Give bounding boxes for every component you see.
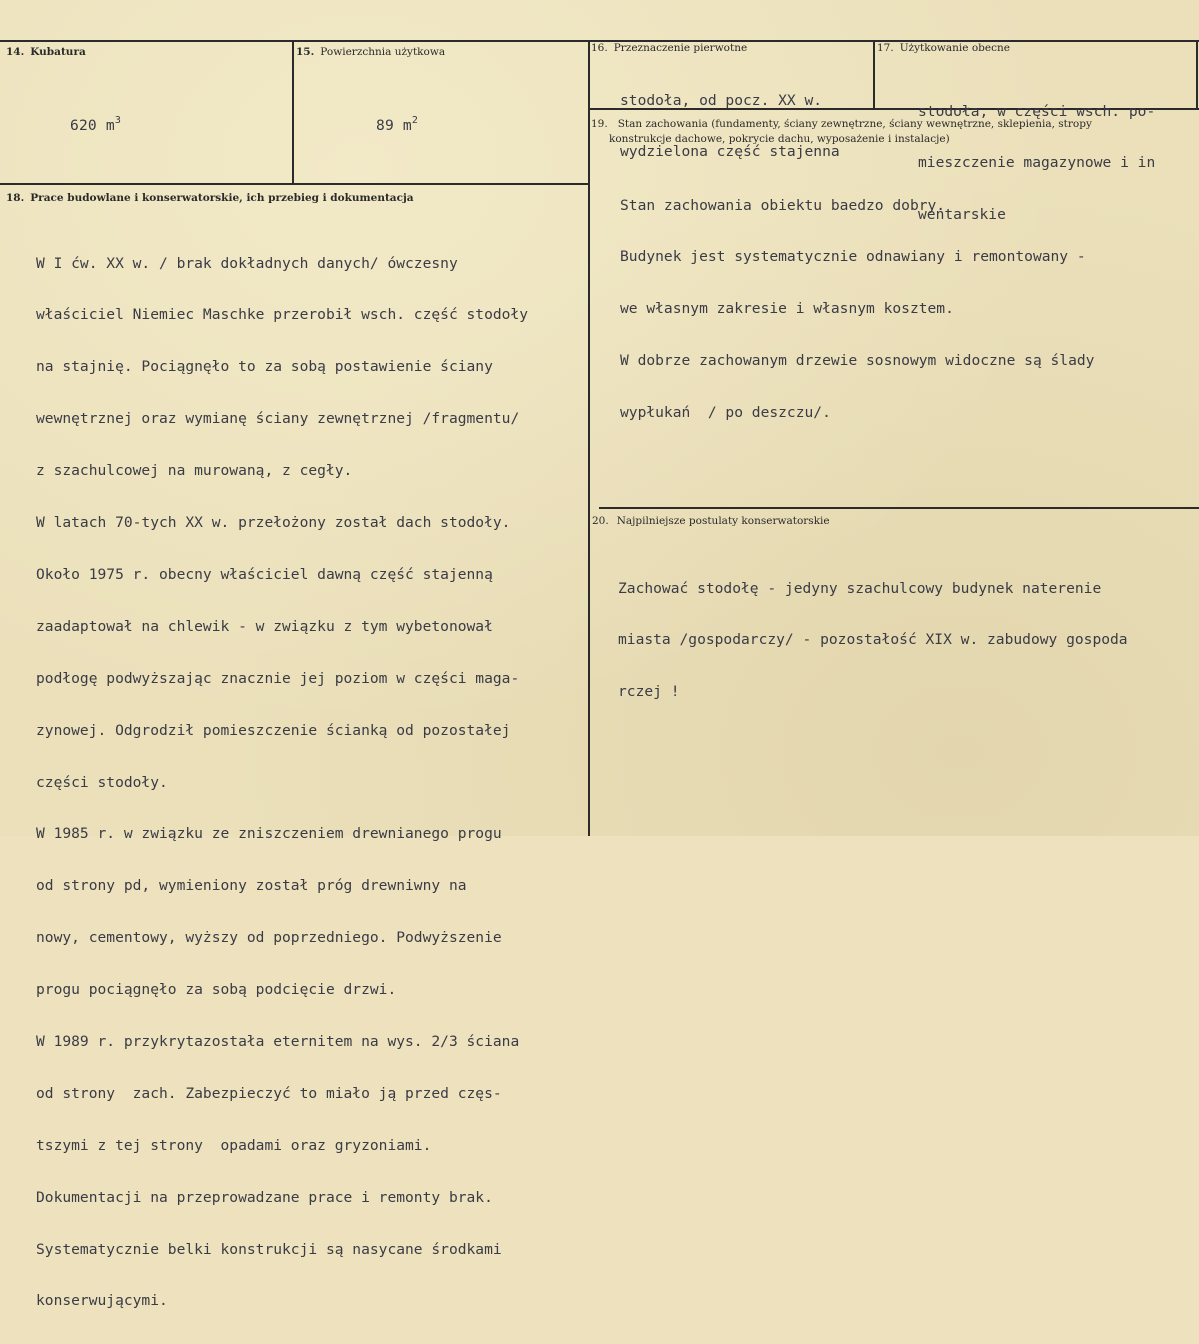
s19-line: we własnym zakresie i własnym kosztem. (620, 300, 954, 318)
s20-line: miasta /gospodarczy/ - pozostałość XIX w. zabudowy gospoda (618, 631, 1128, 649)
s16-line: wydzielona część stajenna (620, 143, 840, 161)
s19-condition-text (620, 162, 1094, 456)
s20-label-text: Najpilniejsze postulaty konserwatorskie (616, 515, 830, 527)
s17-line: wentarskie (918, 206, 1006, 224)
s18-line: W 1985 r. w związku ze zniszczeniem drewnianego progu (36, 825, 502, 843)
s15-label (296, 46, 445, 59)
s18-line: części stodoły. (36, 773, 168, 791)
s18-line: od strony zach. Zabezpieczyć to miało ją przed częs- (36, 1084, 502, 1102)
s19-line: Stan zachowania obiektu baedzo dobry. (620, 196, 946, 214)
s15-label-text: Powierzchnia użytkowa (320, 46, 446, 58)
s19-bottom-rule (599, 507, 1199, 509)
s18-line: progu pociągnęło za sobą podcięcie drzwi. (36, 981, 397, 999)
s18-line: z szachulcowej na murowaną, z cegły. (36, 462, 353, 480)
s14-volume-value (34, 100, 121, 151)
s15-area-value (340, 100, 418, 151)
s18-line: podłogę podwyższając znacznie jej poziom w części maga- (36, 669, 520, 687)
s17-line: stodoła, w części wsch. po- (918, 102, 1156, 120)
s18-label-number: 18. (6, 192, 25, 204)
row1-bottom-rule (0, 183, 588, 185)
s16-label-number: 16. (591, 42, 608, 54)
s18-line: tszymi z tej strony opadami oraz gryzoniami. (36, 1136, 432, 1154)
s19-line: Budynek jest systematycznie odnawiany i remontowany - (620, 248, 1086, 266)
main-center-divider (588, 40, 590, 836)
s16-label-text: Przeznaczenie pierwotne (613, 42, 748, 54)
s18-line: W latach 70-tych XX w. przełożony został dach stodoły. (36, 514, 511, 532)
s17-label-number: 17. (877, 42, 894, 54)
s15-area-unit-exponent: 2 (411, 115, 419, 126)
s19-line: W dobrze zachowanym drzewie sosnowym widoczne są ślady (620, 352, 1095, 370)
s18-line: konserwującymi. (36, 1292, 168, 1310)
s19-label (591, 117, 1092, 147)
s20-postulates-text (618, 545, 1198, 735)
s20-line: Zachować stodołę - jedyny szachulcowy budynek naterenie (618, 579, 1102, 597)
s18-line: W I ćw. XX w. / brak dokładnych danych/ ówczesny (36, 254, 458, 272)
s16-label (591, 42, 747, 55)
s17-label-text: Użytkowanie obecne (899, 42, 1010, 54)
s14-volume-number: 620 m (69, 117, 115, 134)
s18-line: zaadaptował na chlewik - w związku z tym wybetonował (36, 617, 493, 635)
s18-line: Około 1975 r. obecny właściciel dawną część stajenną (36, 565, 493, 583)
s18-line: W 1989 r. przykrytazostała eternitem na wys. 2/3 ściana (36, 1032, 520, 1050)
s18-line: Systematycznie belki konstrukcji są nasycane środkami (36, 1240, 502, 1258)
s18-line: Dokumentacji na przeprowadzane prace i remonty brak. (36, 1188, 493, 1206)
s20-label (592, 515, 830, 528)
s18-label-text: Prace budowlane i konserwatorskie, ich przebieg i dokumentacja (30, 192, 414, 204)
s19-label-number: 19. (591, 118, 608, 130)
s16-line: stodoła, od pocz. XX w. (620, 91, 823, 109)
s19-label-text-line2: konstrukcje dachowe, pokrycie dachu, wyposażenie i instalacje) (609, 133, 950, 145)
s19-label-text-line1: Stan zachowania (fundamenty, ściany zewnętrzne, ściany wewnętrzne, sklepienia, stropy (617, 118, 1092, 130)
s14-label (6, 46, 86, 59)
s19-label-first-line (591, 117, 1092, 132)
s17-label (877, 42, 1010, 55)
s18-line: wewnętrznej oraz wymianę ściany zewnętrznej /fragmentu/ (36, 410, 520, 428)
s17-line: mieszczenie magazynowe i in (918, 154, 1156, 172)
s14-volume-unit-exponent: 3 (114, 115, 122, 126)
s18-works-text (36, 220, 588, 1344)
s18-line: na stajnię. Pociągnęło to za sobą postawienie ściany (36, 358, 493, 376)
s18-label (6, 192, 414, 205)
s18-line: zynowej. Odgrodził pomieszczenie ścianką od pozostałej (36, 721, 511, 739)
s20-line: rczej ! (618, 683, 680, 701)
s15-area-number: 89 m (375, 117, 412, 134)
s18-line: właściciel Niemiec Maschke przerobił wsch. część stodoły (36, 306, 529, 324)
s16-s17-divider (873, 40, 875, 108)
s15-label-number: 15. (296, 46, 315, 58)
s19-line: wypłukań / po deszczu/. (620, 404, 831, 422)
s20-label-number: 20. (592, 515, 609, 527)
s18-line: nowy, cementowy, wyższy od poprzedniego. Podwyższenie (36, 929, 502, 947)
s14-s15-divider (292, 40, 294, 183)
s18-line: od strony pd, wymieniony został próg drewniwny na (36, 877, 467, 895)
s14-label-number: 14. (6, 46, 25, 58)
s14-label-text: Kubatura (30, 46, 86, 58)
